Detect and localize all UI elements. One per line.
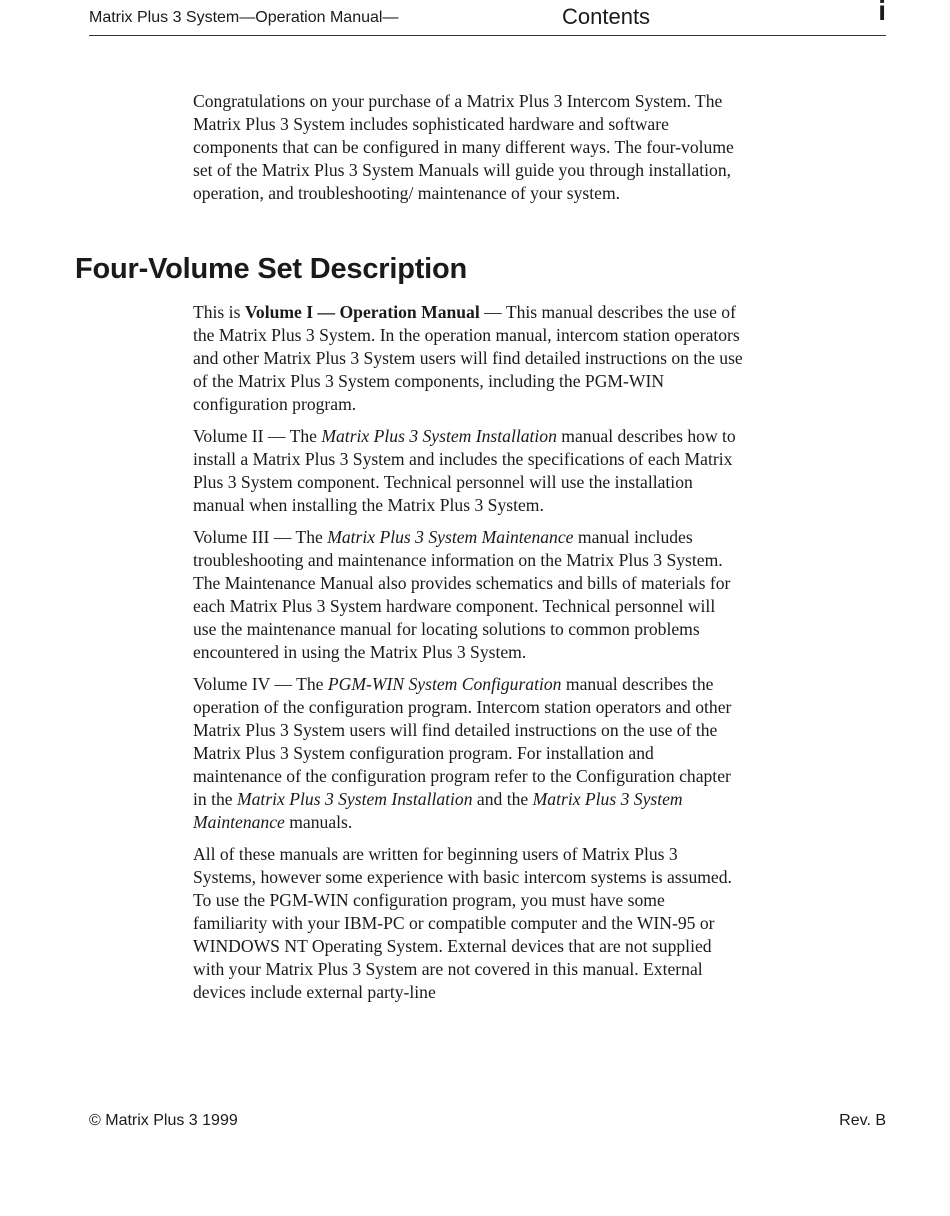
volume-2-paragraph [193, 425, 743, 517]
vol3-post: manual includes troubleshooting and maintenance information on the Matrix Plus 3 System. The Maintenance Manual also provides schematics and bills of materials for each Matrix Plus 3 System hardware component. Technical personnel will use the maintenance manual for locating solutions to common problems encountered in using the Matrix Plus 3 System. [193, 527, 731, 662]
vol2-post: manual describes how to install a Matrix Plus 3 System and includes the specifications of each Matrix Plus 3 System component. Technical personnel will use the installation manual when installing the Matrix Plus 3 System. [193, 426, 736, 515]
volume-3-paragraph [193, 526, 743, 664]
vol1-pre: This is [193, 302, 245, 322]
vol4-title: PGM-WIN System Configuration [327, 674, 562, 694]
closing-paragraph: All of these manuals are written for beginning users of Matrix Plus 3 Systems, however some experience with basic intercom systems is assumed. To use the PGM-WIN configuration program, you must have some familiarity with your IBM-PC or compatible computer and the WIN-95 or WINDOWS NT Operating System. External devices that are not supplied with your Matrix Plus 3 System are not covered in this manual. External devices include external party-line [193, 844, 732, 1002]
vol4-title3: Matrix Plus 3 System Maintenance [193, 789, 683, 832]
header-manual-title: Matrix Plus 3 System—Operation Manual— [89, 9, 399, 26]
body-block [193, 301, 743, 1013]
volume-4-paragraph [193, 673, 743, 834]
footer-copyright: © Matrix Plus 3 1999 [89, 1112, 238, 1129]
vol2-pre: Volume II — The [193, 426, 322, 446]
vol4-title2: Matrix Plus 3 System Installation [236, 789, 473, 809]
section-heading: Four-Volume Set Description [75, 253, 468, 285]
vol4-mid1: manual describes the operation of the configuration program. Intercom station operators and other Matrix Plus 3 System users will find detailed instructions on the use of the Matrix Plus 3 System configuration program. For installation and maintenance of the configuration program refer to the Configuration chapter in the [193, 674, 732, 809]
header-page-number: i [878, 0, 886, 26]
vol4-pre: Volume IV — The [193, 674, 328, 694]
vol3-title: Matrix Plus 3 System Maintenance [327, 527, 574, 547]
vol4-mid2: and the [472, 789, 533, 809]
vol3-pre: Volume III — The [193, 527, 328, 547]
header-section-title: Contents [562, 4, 651, 29]
intro-paragraph: Congratulations on your purchase of a Matrix Plus 3 Intercom System. The Matrix Plus 3 System includes sophisticated hardware and software components that can be configured in many different ways. The four-volume set of the Matrix Plus 3 System Manuals will guide you through installation, operation, and troubleshooting/ maintenance of your system. [193, 91, 734, 203]
volume-1-paragraph [193, 301, 743, 416]
footer-revision: Rev. B [839, 1112, 886, 1129]
intro-block [193, 90, 738, 214]
page-header [89, 0, 886, 36]
vol4-post: manuals. [284, 812, 353, 832]
vol1-post: — This manual describes the use of the Matrix Plus 3 System. In the operation manual, intercom station operators and other Matrix Plus 3 System users will find detailed instructions on the use of the Matrix Plus 3 System components, including the PGM-WIN configuration program. [193, 302, 743, 414]
vol1-title: Volume I — Operation Manual [244, 302, 480, 322]
vol2-title: Matrix Plus 3 System Installation [321, 426, 557, 446]
